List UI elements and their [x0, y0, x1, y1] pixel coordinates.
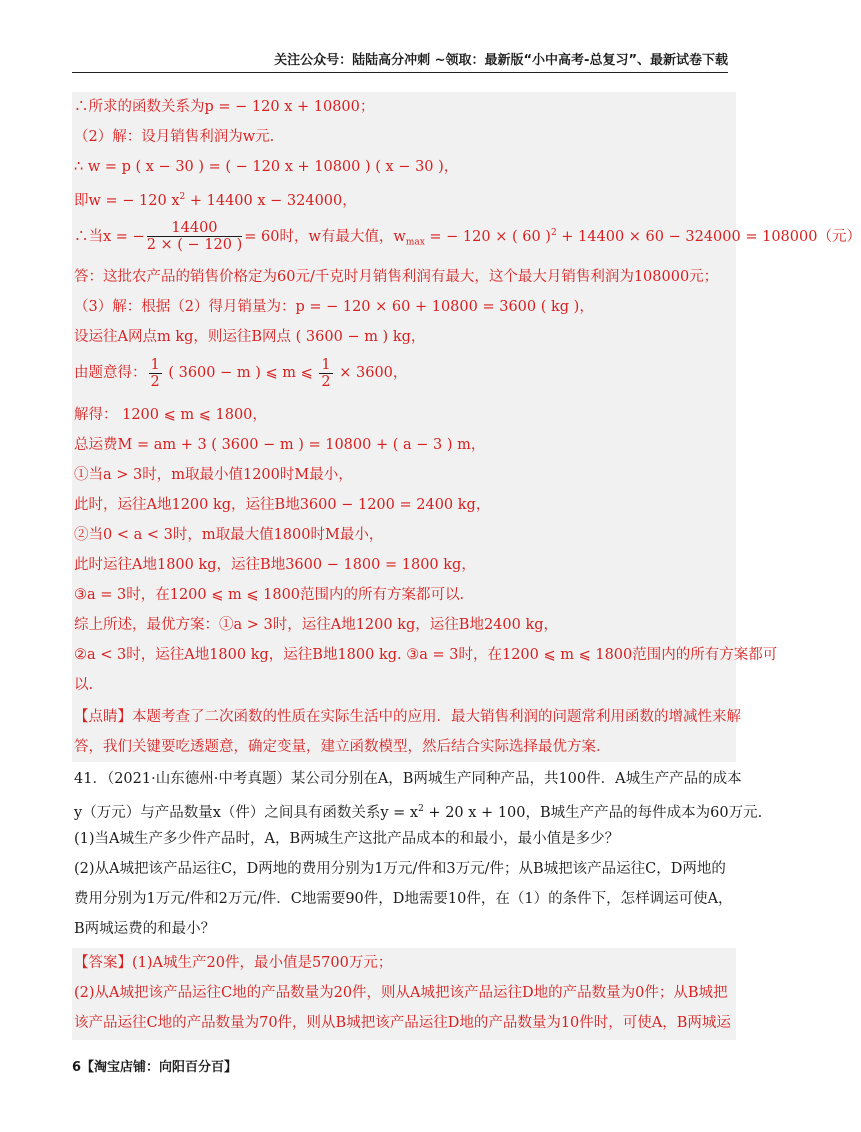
- solution-line-3: ∴ w = p ( x − 30 ) = ( − 120 x + 10800 ) ( x − 30 )，: [74, 159, 459, 175]
- fraction-half-2: $\frac{1}{2}$: [321, 356, 331, 390]
- solution-line-8: 设运往A网点m kg，则运往B网点 ( 3600 − m ) kg，: [74, 329, 426, 345]
- solution-line-1: ∴所求的函数关系为p = − 120 x + 10800；: [74, 99, 375, 115]
- question-41-line-6: B两城运费的和最小？: [74, 921, 216, 937]
- fraction: $\frac{14400}{2 \times ( - 120 )}$: [146, 220, 243, 254]
- solution-line-17: 综上所述，最优方案：①a > 3时，运往A地1200 kg，运往B地2400 kg，: [74, 617, 559, 633]
- note-line-1: 【点睛】本题考查了二次函数的性质在实际生活中的应用．最大销售利润的问题常利用函数的增减性来解: [74, 709, 741, 725]
- solution-line-12: ①当a > 3时，m取最小值1200时M最小，: [74, 467, 353, 483]
- question-41-line-1: 41．（2021·山东德州·中考真题）某公司分别在A，B两城生产同种产品，共100件．A城生产产品的成本: [74, 771, 742, 787]
- page-footer: 6【淘宝店铺：向阳百分百】: [72, 1060, 238, 1075]
- answer-line-3: 该产品运往C地的产品数量为70件，则从B城把该产品运往D地的产品数量为10件时，可使A，B两城运: [74, 1015, 731, 1031]
- solution-line-15: 此时运往A地1800 kg，运往B地3600 − 1800 = 1800 kg，: [74, 557, 476, 573]
- note-line-2: 答，我们关键要吃透题意，确定变量，建立函数模型，然后结合实际选择最优方案．: [74, 739, 611, 755]
- solution-line-4: 即w = − 120 $x^2 + 14400$ x − 324000，: [74, 192, 357, 209]
- solution-line-10: 解得： 1200 ⩽ m ⩽ 1800，: [74, 407, 267, 423]
- solution-line-13: 此时，运往A地1200 kg，运往B地3600 − 1200 = 2400 kg，: [74, 497, 491, 513]
- answer-line-2: (2)从A城把该产品运往C地的产品数量为20件，则从A城把该产品运往D地的产品数量为0件；从B城把: [74, 985, 728, 1001]
- answer-line-1: 【答案】(1)A城生产20件，最小值是5700万元；: [74, 955, 393, 971]
- page-header: 关注公众号：陆陆高分冲刺 ~领取：最新版“小中高考-总复习”、最新试卷下载: [72, 52, 728, 73]
- fraction-half: $\frac{1}{2}$: [150, 356, 160, 390]
- question-41-line-4: (2)从A城把该产品运往C，D两地的费用分别为1万元/件和3万元/件；从B城把该产品运往C，D两地的: [74, 861, 726, 877]
- solution-line-6: 答：这批农产品的销售价格定为60元/千克时月销售利润有最大，这个最大月销售利润为108000元；: [74, 269, 719, 285]
- solution-line-9: 由题意得： $\frac{1}{2}$ ( 3600 − m ) ⩽ m ⩽ $\frac{1}{2}$ × 3600，: [74, 356, 408, 390]
- solution-line-18: ②a < 3时，运往A地1800 kg，运往B地1800 kg. ③a = 3时，在1200 ⩽ m ⩽ 1800范围内的所有方案都可: [74, 647, 778, 663]
- solution-line-19: 以.: [74, 677, 94, 693]
- solution-line-7: （3）解：根据（2）得月销量为：p = − 120 × 60 + 10800 = 3600 ( kg )，: [74, 299, 594, 315]
- solution-line-2: （2）解：设月销售利润为w元.: [74, 129, 275, 145]
- solution-line-14: ②当0 < a < 3时，m取最大值1800时M最小，: [74, 527, 384, 543]
- solution-line-16: ③a = 3时，在1200 ⩽ m ⩽ 1800范围内的所有方案都可以.: [74, 587, 465, 603]
- question-41-line-2: y（万元）与产品数量x（件）之间具有函数关系$y = x^2 + 20$ x + 100，B城生产产品的每件成本为60万元.: [74, 804, 763, 821]
- solution-line-11: 总运费M = am + 3 ( 3600 − m ) = 10800 + ( a − 3 ) m，: [74, 437, 486, 453]
- question-41-line-5: 费用分别为1万元/件和2万元/件．C地需要90件，D地需要10件，在（1）的条件下，怎样调运可使A，: [74, 891, 733, 907]
- question-41-line-3: (1)当A城生产多少件产品时，A，B两城生产这批产品成本的和最小，最小值是多少？: [74, 831, 620, 847]
- solution-line-5: ∴当x = − $\frac{14400}{2 \times ( - 120 )}$ = 60时，w有最大值，$w_{max}$ = − 120 × ( 60 )$^2$ + 14400 × 60 − 324000 = 108000（元）: [74, 220, 861, 254]
